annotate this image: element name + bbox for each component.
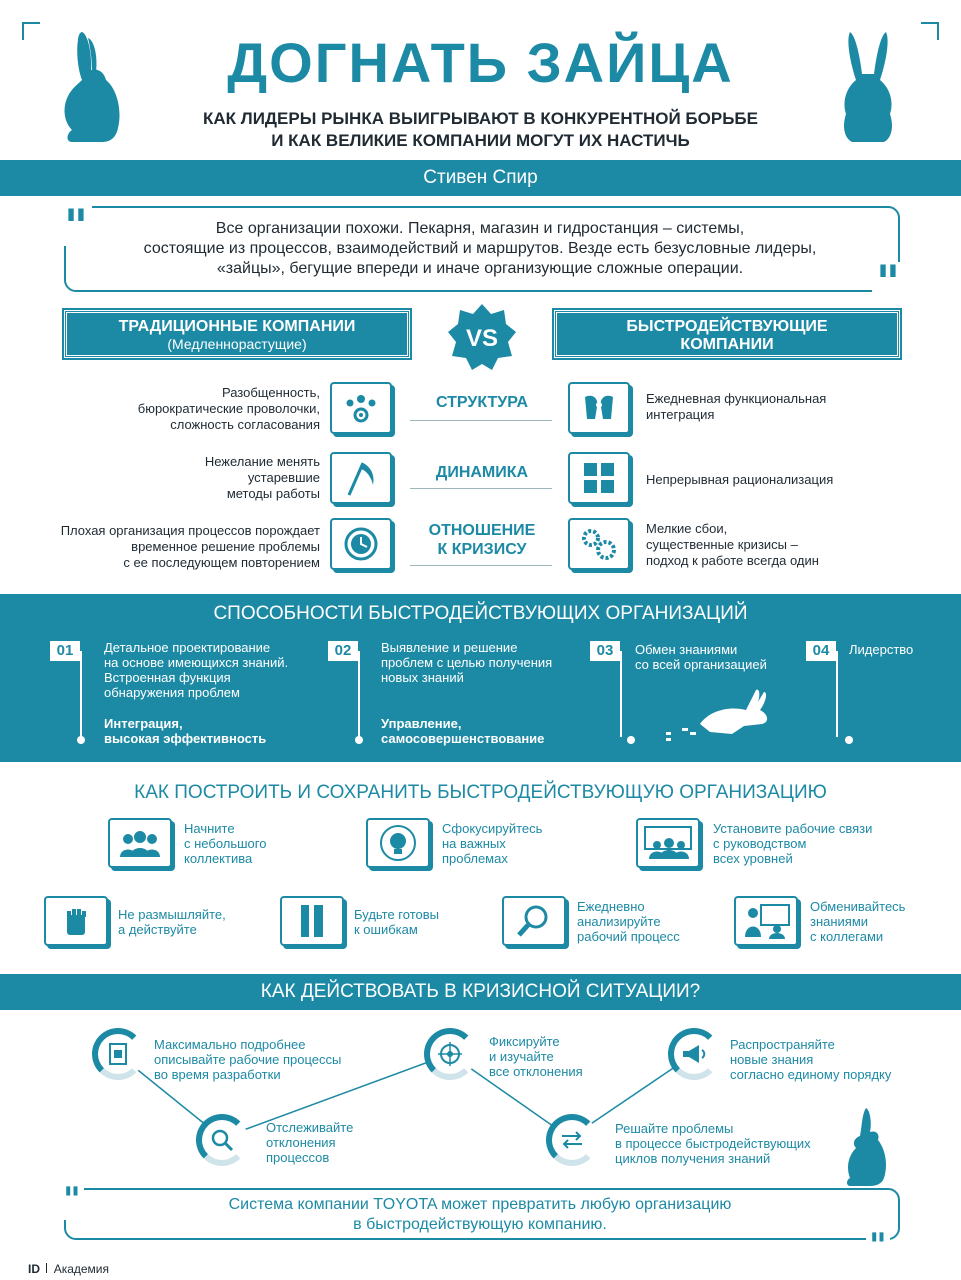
text-line: Система компании TOYOTA может превратить любую организацию (228, 1196, 732, 1213)
footer-brand (28, 1262, 109, 1276)
text-line: Обменивайтесь (810, 899, 906, 914)
fast-title-line: БЫСТРОДЕЙСТВУЮЩИЕ (626, 318, 828, 335)
text-line: знаниями (810, 914, 869, 929)
capability-number: 03 (590, 641, 620, 661)
text-line: с руководством (713, 836, 807, 851)
text-line: Будьте готовы (354, 907, 439, 922)
text-line: Мелкие сбои, (646, 521, 728, 536)
text-line: все отклонения (489, 1064, 583, 1079)
text-line: и изучайте (489, 1049, 554, 1064)
capability-line (620, 651, 622, 737)
structure-label: СТРУКТУРА (435, 394, 529, 411)
crisis-label (412, 521, 552, 559)
fast-title-line: КОМПАНИИ (680, 336, 774, 353)
divider (410, 488, 552, 489)
closing-quote-text (80, 1195, 880, 1235)
text-line: Лидерство (849, 642, 914, 657)
crisis-step-text (615, 1121, 811, 1166)
fist-icon (44, 896, 108, 946)
gears-icon (568, 518, 630, 570)
text-line: Непрерывная рационализация (646, 472, 834, 487)
capability-text (635, 642, 795, 672)
crisis-label-line: К КРИЗИСУ (437, 541, 527, 558)
text-line: высокая эффективность (104, 731, 267, 746)
text-line: Плохая организация процессов порождает (60, 523, 320, 538)
text-line: интеграция (646, 407, 715, 422)
divider (410, 565, 552, 566)
structure-right-text (646, 391, 896, 423)
capability-number: 02 (328, 641, 358, 661)
crisis-step-text (489, 1034, 583, 1079)
text-line: Сфокусируйтесь (442, 821, 543, 836)
tip-text (354, 907, 439, 937)
text-line: со всей организацией (635, 657, 767, 672)
tip-text (713, 821, 872, 866)
text-line: новых знаний (381, 670, 464, 685)
heads-gears-icon (568, 382, 630, 434)
dynamics-left-text (80, 454, 320, 502)
tip-text (442, 821, 542, 866)
text-line: рабочий процесс (577, 929, 680, 944)
capability-text (381, 640, 581, 685)
fast-header (554, 310, 900, 358)
text-line: Разобщенность, (221, 385, 320, 400)
text-line: всех уровней (713, 851, 793, 866)
rabbit-sitting-icon (840, 1106, 890, 1188)
build-title: КАК ПОСТРОИТЬ И СОХРАНИТЬ БЫСТРОДЕЙСТВУЮЩУЮ ОРГАНИЗАЦИЮ (134, 782, 827, 803)
arrows-icon (546, 1114, 598, 1166)
author-band (0, 160, 961, 196)
traditional-subtitle: (Медленнорастущие) (167, 336, 307, 352)
text-line: Ежедневная функциональная (646, 391, 827, 406)
text-line: Ежедневно (577, 899, 645, 914)
text-line: коллектива (184, 851, 253, 866)
text-line: подход к работе всегда один (646, 553, 819, 568)
text-line: Начните (184, 821, 235, 836)
megaphone-icon (668, 1028, 720, 1080)
capability-line (80, 651, 82, 737)
crisis-step-text (730, 1037, 891, 1082)
capability-dot (77, 736, 85, 744)
text-line: проблемах (442, 851, 508, 866)
tip-text (184, 821, 266, 866)
subtitle-line: КАК ЛИДЕРЫ РЫНКА ВЫИГРЫВАЮТ В КОНКУРЕНТНОЙ БОРЬБЕ (203, 109, 758, 128)
text-line: Не размышляйте, (118, 907, 226, 922)
text-line: а действуйте (118, 922, 197, 937)
text-line: с небольшого (184, 836, 267, 851)
quote-line: «зайцы», бегущие впереди и иначе организующие сложные операции. (216, 260, 744, 277)
text-line: устаревшие (247, 470, 320, 485)
crisis-right-text (646, 521, 896, 569)
team-gear-icon (330, 382, 392, 434)
page-subtitle (0, 108, 961, 152)
text-line: Обмен знаниями (635, 642, 738, 657)
structure-left-text (80, 385, 320, 433)
crisis-step-text (266, 1120, 353, 1165)
tip-text (810, 899, 905, 944)
text-line: новые знания (730, 1052, 814, 1067)
capability-dot (355, 736, 363, 744)
magnifier-icon (502, 896, 566, 946)
intro-quote (80, 219, 880, 279)
traditional-title: ТРАДИЦИОННЫЕ КОМПАНИИ (118, 318, 356, 335)
capability-dot (845, 736, 853, 744)
target-icon (424, 1028, 476, 1080)
text-line: согласно единому порядку (730, 1067, 892, 1082)
divider (410, 420, 552, 421)
dynamics-right-text (646, 472, 896, 488)
text-line: существенные кризисы – (646, 537, 798, 552)
document-icon (92, 1028, 144, 1080)
eraser-pencil-icon (280, 896, 344, 946)
footer-text: Академия (53, 1262, 110, 1276)
text-line: в процессе быстродействующих (615, 1136, 811, 1151)
capability-line (358, 651, 360, 737)
team-icon (108, 818, 172, 868)
text-line: Фиксируйте (489, 1034, 560, 1049)
crisis-band (0, 974, 961, 1010)
vs-badge (446, 302, 518, 374)
text-line: Установите рабочие связи (713, 821, 873, 836)
capability-line (836, 651, 838, 737)
tip-text (118, 907, 226, 937)
text-line: описывайте рабочие процессы (154, 1052, 342, 1067)
text-line: на основе имеющихся знаний. (104, 655, 289, 670)
quote-line: состоящие из процессов, взаимодействий и маршрутов. Везде есть безусловные лидеры, (143, 240, 817, 257)
puzzle-icon (568, 452, 630, 504)
text-line: проблем с целью получения (381, 655, 553, 670)
text-line: обнаружения проблем (104, 685, 240, 700)
text-line: процессов (266, 1150, 330, 1165)
scythe-icon (330, 452, 392, 504)
text-line: к ошибкам (354, 922, 418, 937)
open-quote-icon: " (60, 206, 92, 246)
text-line: методы работы (226, 486, 320, 501)
author-name: Стивен Спир (423, 167, 538, 188)
text-line: временное решение проблемы (131, 539, 320, 554)
capability-number: 01 (50, 641, 80, 661)
dynamics-label: ДИНАМИКА (435, 464, 529, 481)
text-line: Управление, (381, 716, 462, 731)
quote-line: Все организации похожи. Пекарня, магазин и гидростанция – системы, (215, 220, 745, 237)
text-line: бюрократические проволочки, (137, 401, 320, 416)
search-icon (196, 1114, 248, 1166)
text-line: Распространяйте (730, 1037, 835, 1052)
footer-separator (46, 1263, 47, 1273)
text-line: Детальное проектирование (104, 640, 271, 655)
capability-result (104, 716, 344, 746)
open-quote-icon: " (60, 1180, 84, 1220)
footer-logo: ID (28, 1262, 40, 1276)
capability-text (849, 642, 949, 657)
tip-text (577, 899, 680, 944)
capability-text (104, 640, 344, 700)
text-line: Интеграция, (104, 716, 183, 731)
text-line: сложность согласования (170, 417, 320, 432)
close-quote-icon: " (872, 262, 904, 302)
clock-icon (330, 518, 392, 570)
crisis-label-line: ОТНОШЕНИЕ (428, 522, 536, 539)
traditional-header (64, 310, 410, 358)
capability-result (381, 716, 581, 746)
text-line: с ее последующем повторением (123, 555, 320, 570)
crisis-left-text (20, 523, 320, 571)
text-line: анализируйте (577, 914, 661, 929)
text-line: самосовершенствование (381, 731, 545, 746)
capability-number: 04 (806, 641, 836, 661)
crisis-title: КАК ДЕЙСТВОВАТЬ В КРИЗИСНОЙ СИТУАЦИИ? (260, 981, 701, 1002)
close-quote-icon: " (866, 1226, 890, 1266)
capability-dot (627, 736, 635, 744)
lightbulb-target-icon (366, 818, 430, 868)
text-line: Отслеживайте (266, 1120, 354, 1135)
teacher-board-icon (734, 896, 798, 946)
text-line: Нежелание менять (204, 454, 320, 469)
text-line: на важных (442, 836, 506, 851)
presentation-team-icon (636, 818, 700, 868)
subtitle-line: И КАК ВЕЛИКИЕ КОМПАНИИ МОГУТ ИХ НАСТИЧЬ (271, 131, 690, 150)
text-line: Максимально подробнее (154, 1037, 306, 1052)
crisis-step-text (154, 1037, 341, 1082)
text-line: Выявление и решение (381, 640, 518, 655)
page-title: ДОГНАТЬ ЗАЙЦА (227, 31, 734, 94)
vs-text: VS (465, 325, 499, 352)
text-line: отклонения (266, 1135, 336, 1150)
text-line: Встроенная функция (104, 670, 231, 685)
capabilities-title: СПОСОБНОСТИ БЫСТРОДЕЙСТВУЮЩИХ ОРГАНИЗАЦИЙ (213, 603, 748, 624)
text-line: во время разработки (154, 1067, 281, 1082)
running-rabbit-icon (660, 684, 780, 744)
text-line: Решайте проблемы (615, 1121, 734, 1136)
text-line: циклов получения знаний (615, 1151, 771, 1166)
text-line: в быстродействующую компанию. (353, 1216, 607, 1233)
text-line: с коллегами (810, 929, 884, 944)
